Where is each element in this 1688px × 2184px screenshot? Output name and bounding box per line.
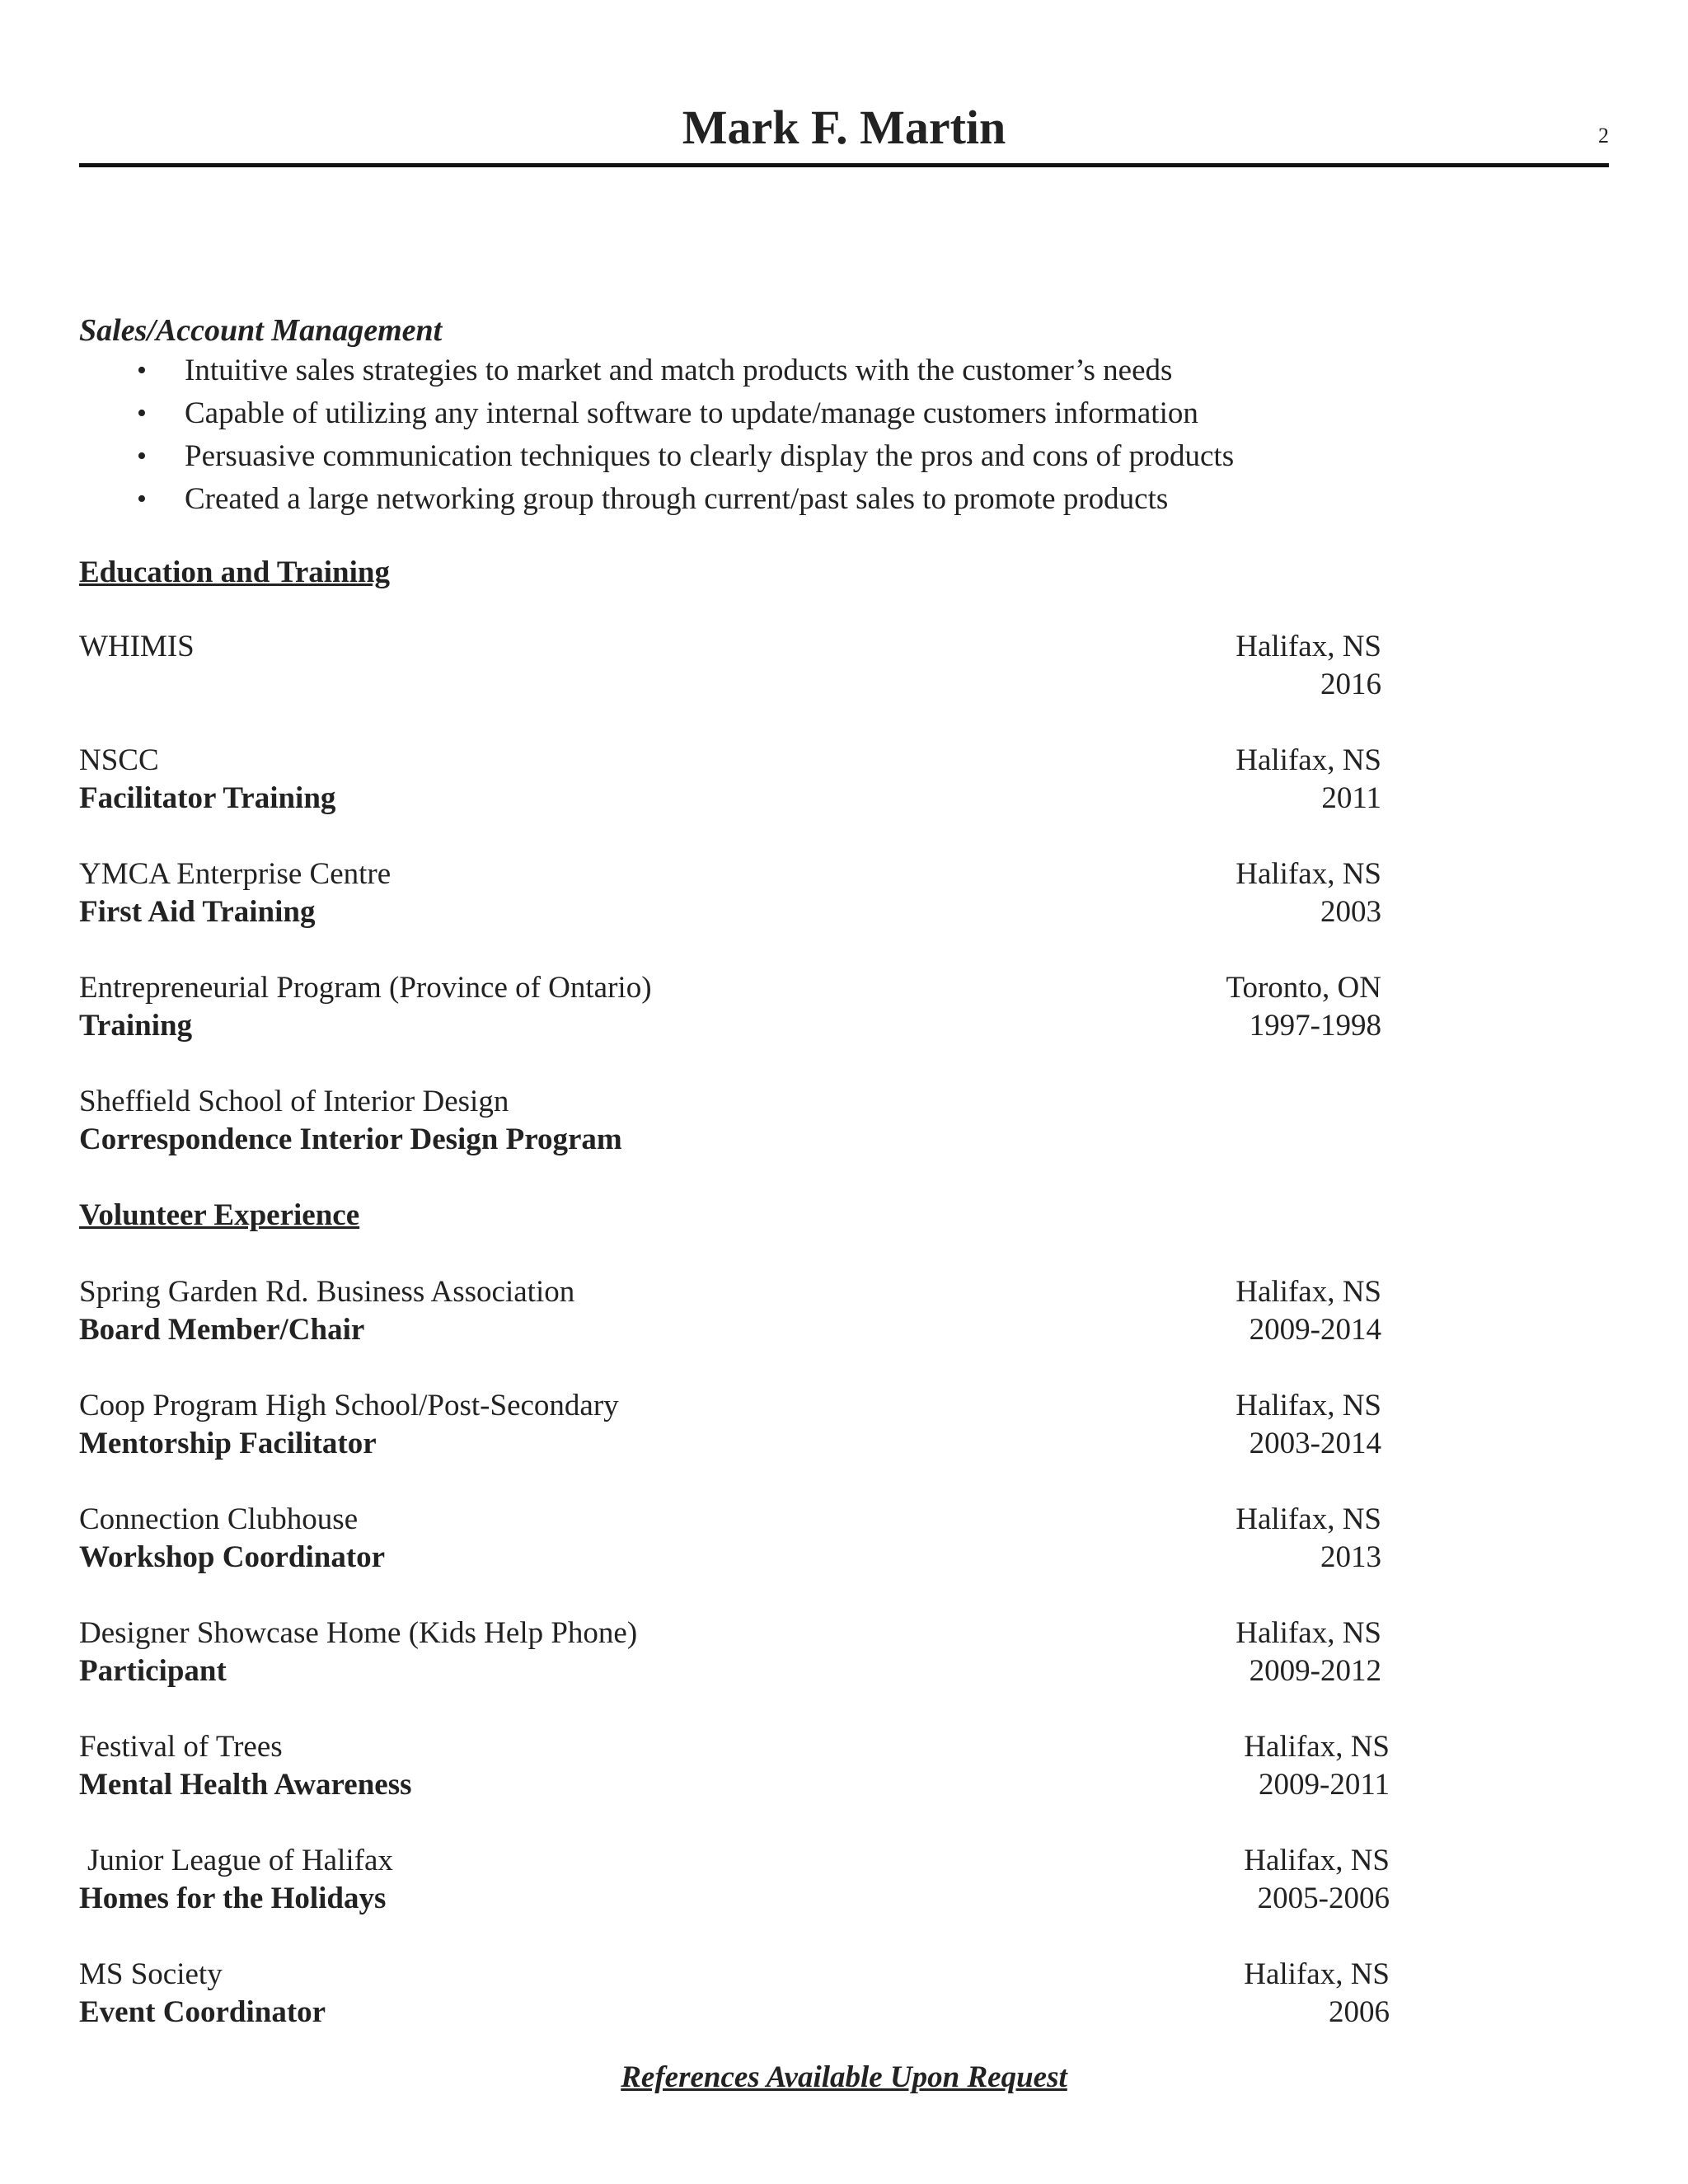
list-item: • Created a large networking group through current/past sales to promote products	[79, 478, 1398, 521]
entry-year: 2009-2011	[1259, 1768, 1390, 1802]
entry-role: Mentorship Facilitator	[79, 1427, 377, 1460]
entry-role: Participant	[79, 1654, 227, 1688]
sales-bullet-list	[79, 349, 1398, 521]
education-entry-nscc	[79, 742, 1381, 818]
entry-location: Halifax, NS	[1236, 1389, 1381, 1422]
entry-location: Halifax, NS	[1244, 1730, 1390, 1764]
entry-location: Halifax, NS	[1236, 1275, 1381, 1309]
entry-year: 2011	[1321, 781, 1381, 815]
volunteer-entry-ms-society	[79, 1956, 1390, 2032]
entry-year: 2003-2014	[1249, 1427, 1381, 1460]
entry-location: Halifax, NS	[1236, 1616, 1381, 1650]
list-item: • Intuitive sales strategies to market and match products with the customer’s needs	[79, 349, 1398, 392]
education-entry-sheffield	[79, 1083, 1381, 1159]
volunteer-entry-spring-garden	[79, 1273, 1381, 1349]
entry-org: Coop Program High School/Post-Secondary	[79, 1389, 619, 1422]
entry-location: Halifax, NS	[1244, 1844, 1390, 1877]
list-item: • Persuasive communication techniques to clearly display the pros and cons of products	[79, 435, 1398, 478]
volunteer-heading: Volunteer Experience	[79, 1198, 360, 1232]
sales-section-title: Sales/Account Management	[79, 313, 443, 348]
education-entry-entrepreneurial	[79, 969, 1381, 1045]
entry-location: Halifax, NS	[1236, 743, 1381, 777]
entry-org: Sheffield School of Interior Design	[79, 1085, 509, 1118]
entry-role: Correspondence Interior Design Program	[79, 1122, 622, 1156]
education-entry-ymca	[79, 855, 1381, 931]
entry-year: 2003	[1320, 895, 1381, 929]
education-heading: Education and Training	[79, 555, 390, 589]
page-number: 2	[1598, 124, 1609, 148]
bullet-icon: •	[137, 484, 147, 514]
entry-org: Connection Clubhouse	[79, 1502, 359, 1536]
entry-year: 2009-2012	[1249, 1654, 1381, 1688]
entry-year: 2005-2006	[1257, 1882, 1390, 1915]
entry-org: Entrepreneurial Program (Province of Ontario)	[79, 971, 652, 1005]
entry-role: Homes for the Holidays	[79, 1882, 387, 1915]
entry-role: Training	[79, 1009, 193, 1043]
entry-location: Halifax, NS	[1236, 630, 1381, 663]
entry-location: Toronto, ON	[1226, 971, 1381, 1005]
entry-year: 2009-2014	[1249, 1313, 1381, 1347]
entry-role: Board Member/Chair	[79, 1313, 365, 1347]
bullet-icon: •	[137, 398, 147, 429]
volunteer-entry-connection	[79, 1501, 1381, 1577]
entry-org: WHIMIS	[79, 630, 195, 663]
bullet-icon: •	[137, 441, 147, 471]
volunteer-entry-designer-showcase	[79, 1615, 1381, 1690]
entry-location: Halifax, NS	[1236, 857, 1381, 891]
volunteer-entry-festival	[79, 1728, 1390, 1804]
entry-org: NSCC	[79, 743, 159, 777]
bullet-icon: •	[137, 355, 147, 386]
references-footer: References Available Upon Request	[621, 2060, 1067, 2094]
list-item: • Capable of utilizing any internal software to update/manage customers information	[79, 392, 1398, 435]
education-entry-whimis	[79, 628, 1381, 704]
resume-name: Mark F. Martin	[682, 101, 1006, 154]
entry-org: Festival of Trees	[79, 1730, 283, 1764]
entry-role: First Aid Training	[79, 895, 316, 929]
entry-role: Event Coordinator	[79, 1995, 326, 2029]
entry-year: 2016	[1320, 668, 1381, 701]
entry-year: 2006	[1329, 1995, 1390, 2029]
entry-org: Junior League of Halifax	[87, 1844, 393, 1877]
entry-location: Halifax, NS	[1244, 1957, 1390, 1991]
entry-role: Workshop Coordinator	[79, 1540, 386, 1574]
entry-location: Halifax, NS	[1236, 1502, 1381, 1536]
entry-org: Spring Garden Rd. Business Association	[79, 1275, 575, 1309]
entry-role: Mental Health Awareness	[79, 1768, 412, 1802]
entry-year: 2013	[1320, 1540, 1381, 1574]
entry-year: 1997-1998	[1249, 1009, 1381, 1043]
entry-org: YMCA Enterprise Centre	[79, 857, 392, 891]
page-header	[79, 99, 1609, 167]
volunteer-entry-junior-league	[79, 1842, 1390, 1918]
entry-org: MS Society	[79, 1957, 223, 1991]
entry-org: Designer Showcase Home (Kids Help Phone)	[79, 1616, 638, 1650]
volunteer-entry-coop	[79, 1387, 1381, 1463]
entry-role: Facilitator Training	[79, 781, 336, 815]
